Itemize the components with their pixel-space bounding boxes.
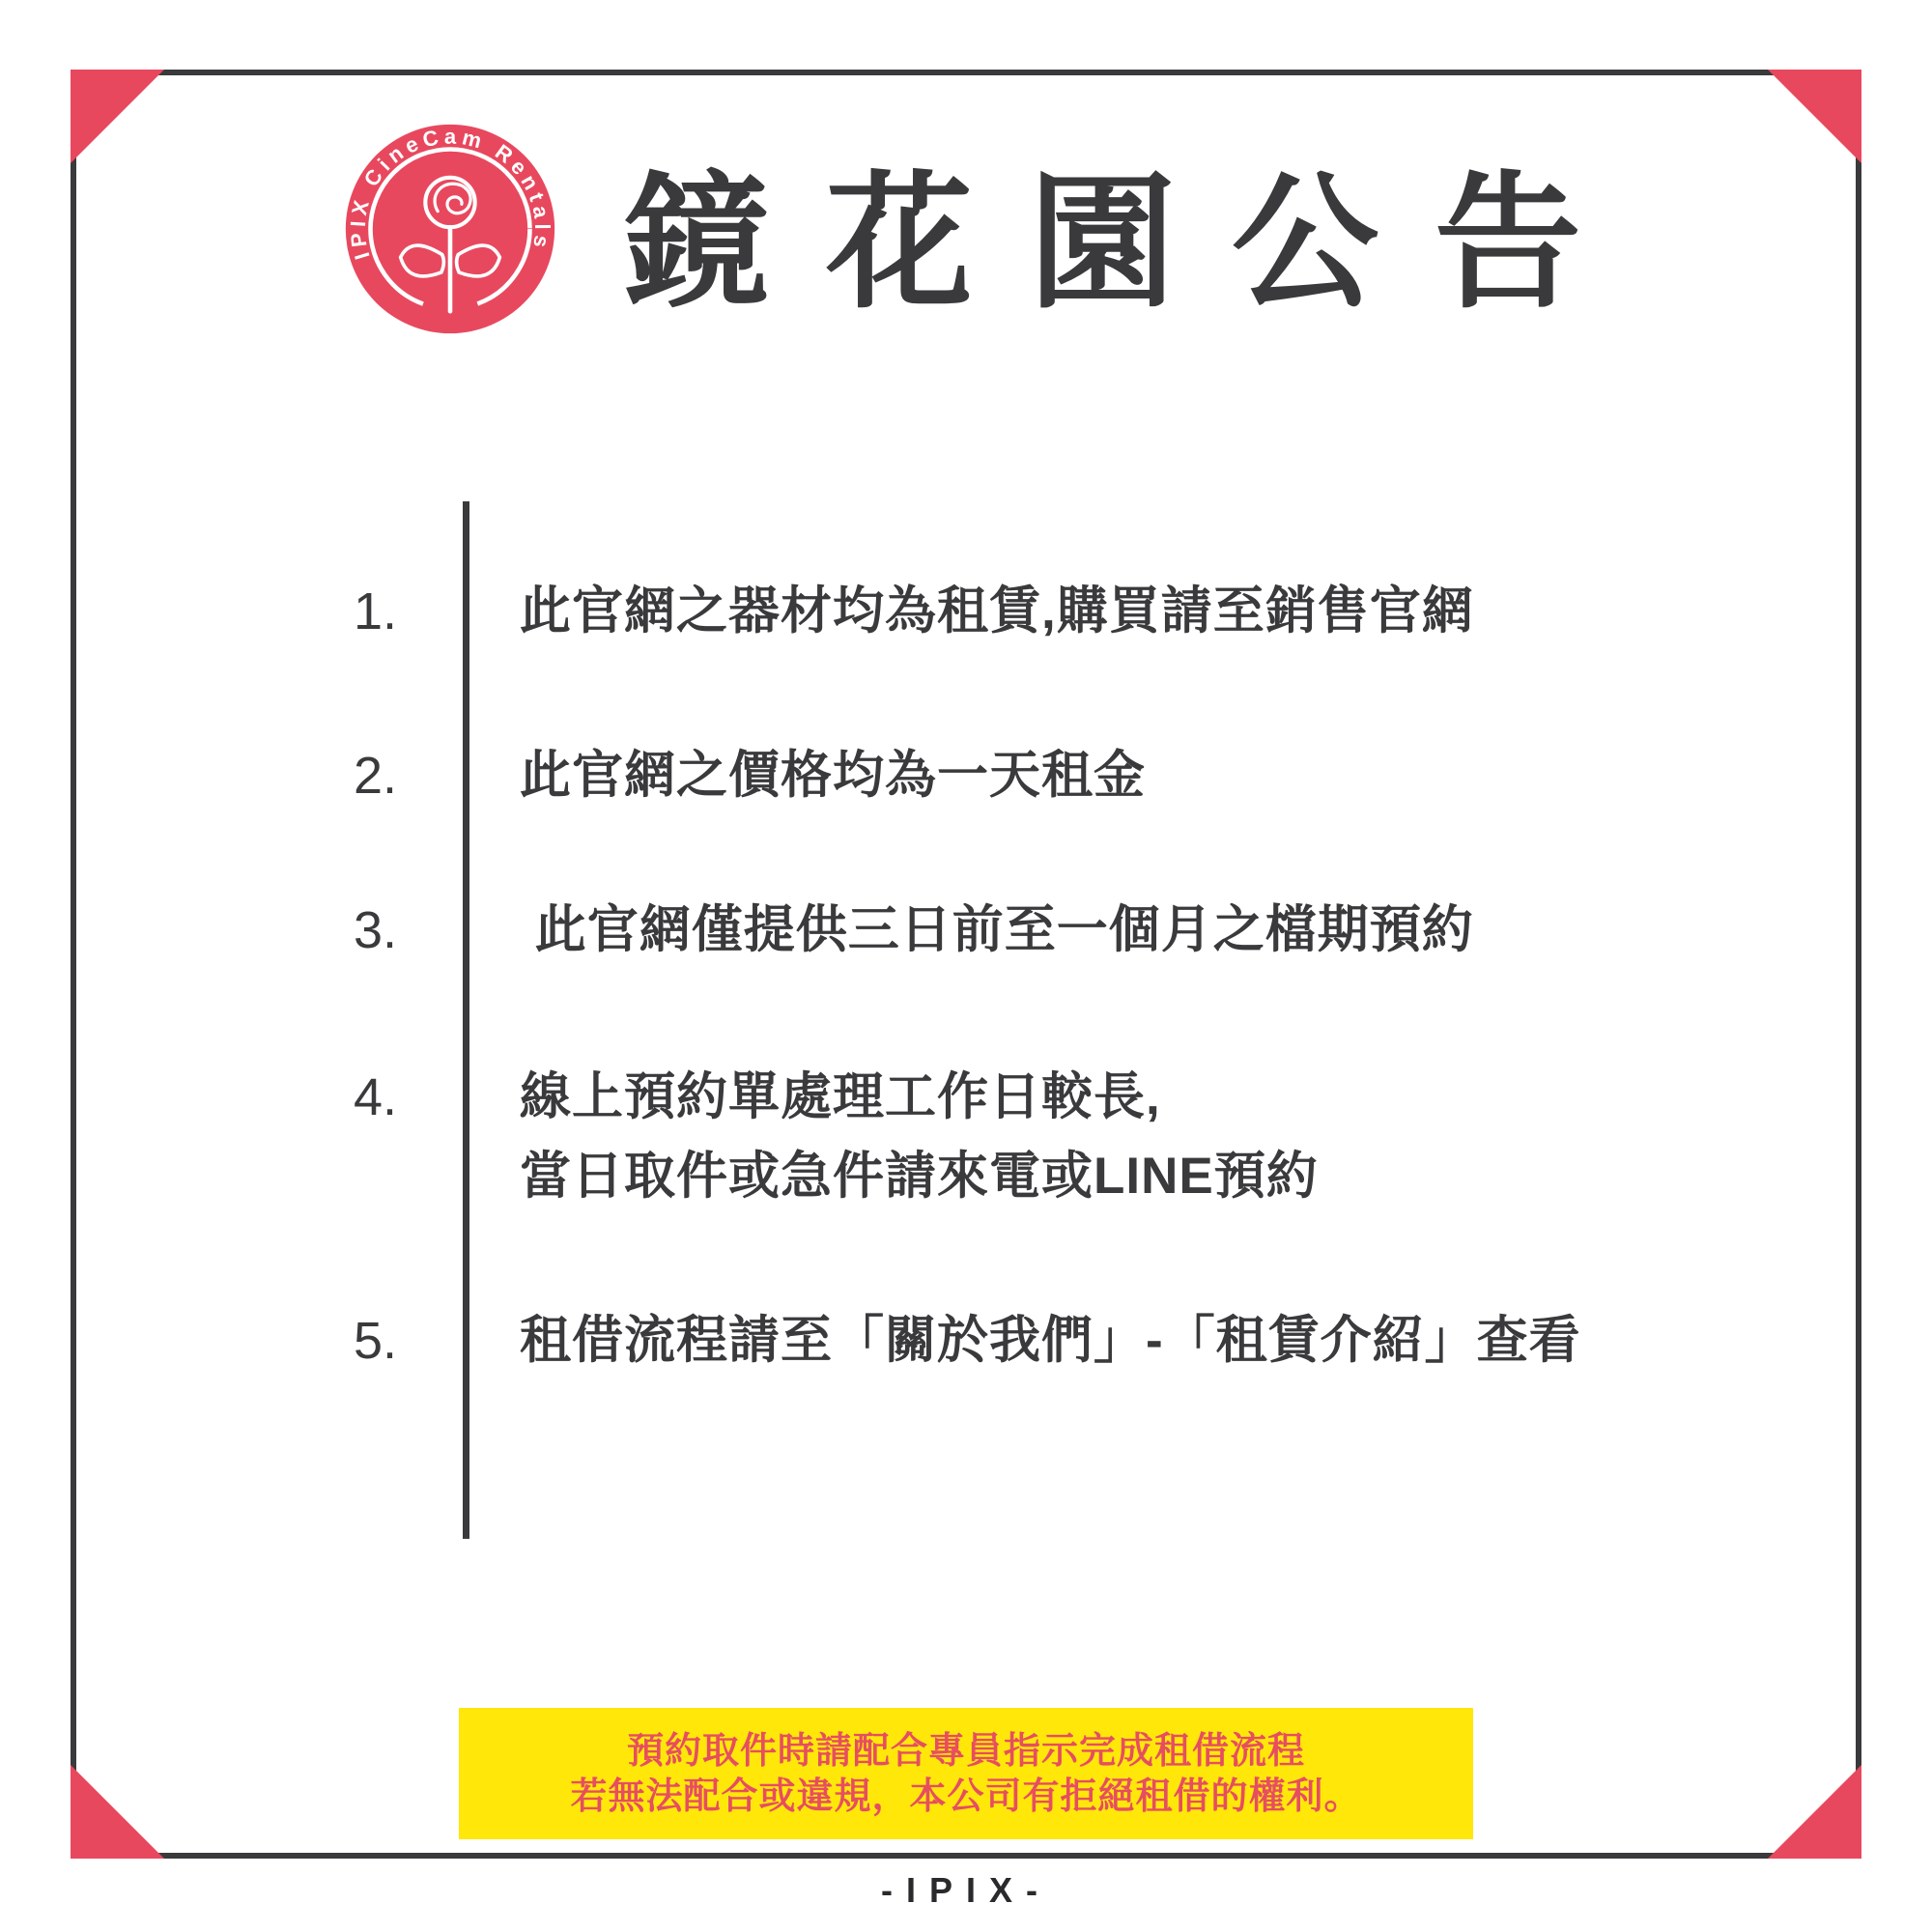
notice-item-number: 4.	[354, 1068, 398, 1126]
notice-item-number: 5.	[354, 1312, 398, 1370]
notice-item-text	[520, 572, 1474, 651]
notice-item-number: 2.	[354, 747, 398, 805]
logo-arc-text: IPIX CineCam Rentals	[345, 124, 555, 263]
page-title: 鏡花園公告	[623, 161, 1637, 326]
notice-item-text	[520, 736, 1146, 815]
warning-banner	[459, 1708, 1473, 1839]
notice-item-line: 租借流程請至「關於我們」-「租賃介紹」查看	[520, 1312, 1581, 1369]
notice-item-text	[520, 891, 1474, 970]
notice-item-line: 此官網之價格均為一天租金	[520, 747, 1146, 804]
notice-item-line: 此官網之器材均為租賃,購買請至銷售官網	[520, 582, 1474, 639]
notice-item-line: 當日取件或急件請來電或LINE預約	[520, 1148, 1319, 1205]
notice-item-line: 線上預約單處理工作日較長,	[520, 1068, 1161, 1125]
brand-logo	[344, 123, 556, 335]
warning-line-1: 預約取件時請配合專員指示完成租借流程	[626, 1730, 1305, 1772]
notice-item-text	[520, 1058, 1319, 1216]
notice-item-number: 3.	[354, 901, 398, 959]
warning-line-2: 若無法配合或違規，本公司有拒絕租借的權利。	[570, 1776, 1362, 1817]
footer-brand-text: -IPIX-	[880, 1870, 1051, 1910]
list-vertical-divider	[463, 501, 469, 1539]
notice-item-text	[520, 1301, 1581, 1380]
notice-item-line: 此官網僅提供三日前至一個月之檔期預約	[520, 901, 1474, 958]
notice-item-number: 1.	[354, 582, 398, 640]
